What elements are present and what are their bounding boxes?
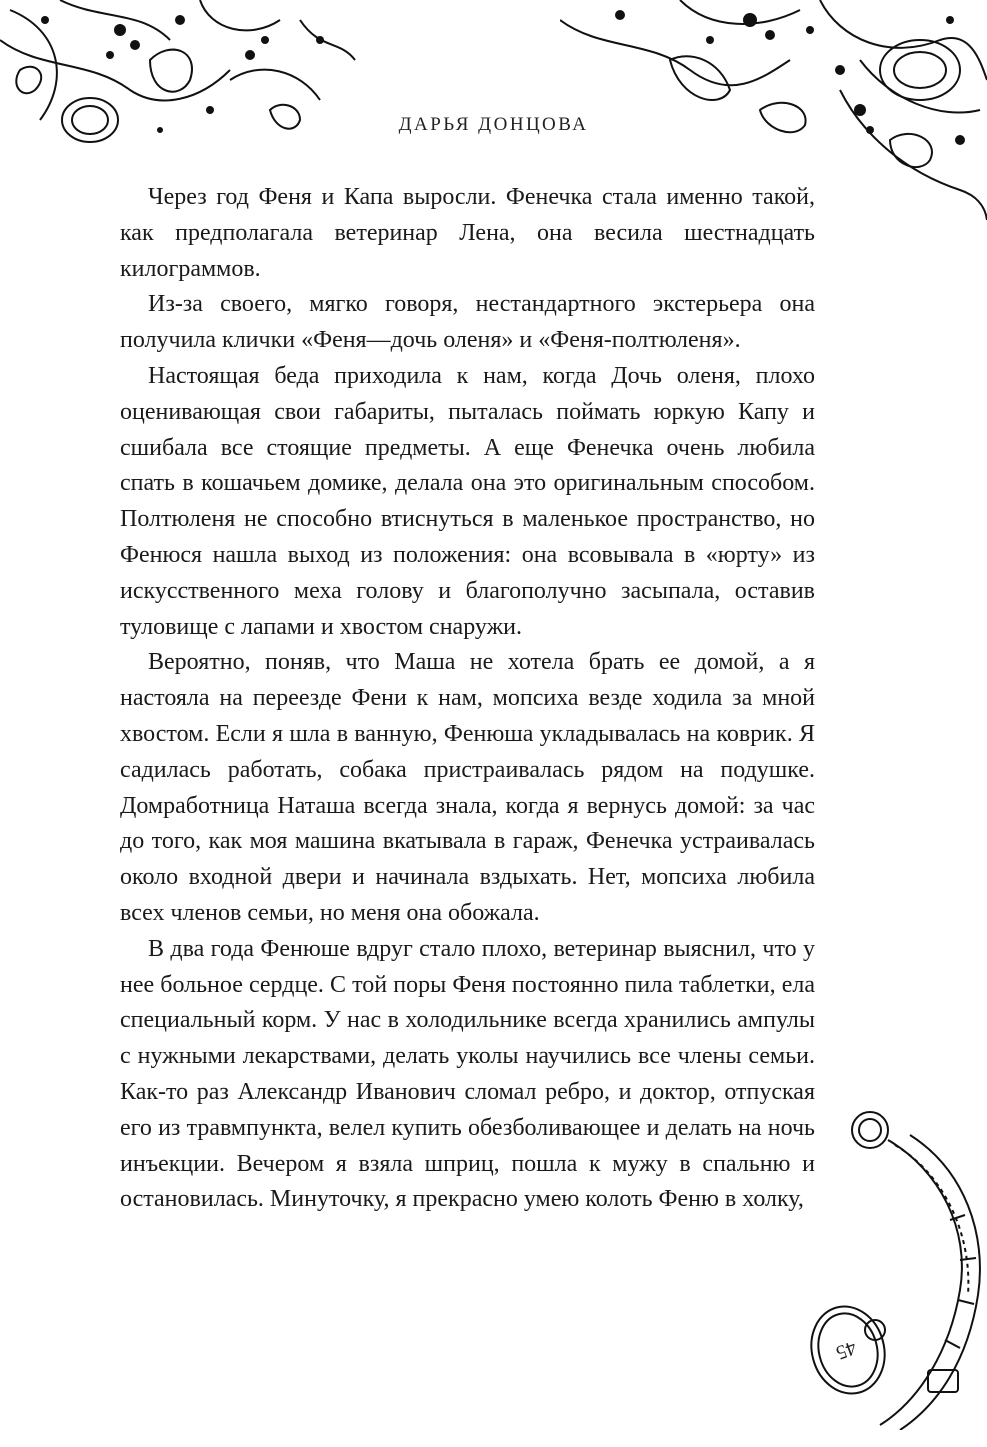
paragraph: В два года Фенюше вдруг стало плохо, ветеринар выяснил, что у нее больное сердце. С той поры Феня постоянно пила таблетки, ела специальный корм. У нас в холодильнике всегда хранились ампулы с нужными лекарствами, делать уколы научились все члены семьи. Как-то раз Александр Иванович сломал ребро, и доктор, отпуская его из травмпункта, велел купить обезболивающее и делать на ночь инъекции. Вечером я взяла шприц, пошла к мужу в спальню и остановилась. Минуточку, я прекрасно умею колоть Феню в холку, — [120, 935, 815, 1213]
paragraph: Из-за своего, мягко говоря, нестандартного экстерьера она получила клички «Феня—дочь оленя» и «Феня-полтюленя». — [120, 291, 815, 354]
dog-collar-tag-icon — [800, 1100, 987, 1430]
paragraph: Вероятно, поняв, что Маша не хотела брать ее домой, а я настояла на переезде Фени к нам, мопсиха везде ходила за мной хвостом. Если я шла в ванную, Фенюша укладывалась на коврик. Я садилась работать, собака пристраивалась рядом на подушке. Домработница Наташа всегда знала, когда я вернусь домой: за час до того, как моя машина вкатывала в гараж, Фенечка устраивалась около входной двери и начинала вздыхать. Нет, мопсиха любила всех членов семьи, но меня она обожала. — [120, 649, 815, 926]
paisley-ornament-top-left-icon — [0, 0, 360, 160]
paragraph: Через год Феня и Капа выросли. Фенечка стала именно такой, как предполагала ветеринар Лена, она весила шестнадцать килограммов. — [120, 184, 815, 282]
paragraph: Настоящая беда приходила к нам, когда Дочь оленя, плохо оценивающая свои габариты, пыталась поймать юркую Капу и сшибала все стоящие предметы. А еще Фенечка очень любила спать в кошачьем домике, делала она это оригинальным способом. Полтюленя не способно втиснуться в маленькое пространство, но Фенюся нашла выход из положения: она всовывала в «юрту» из искусственного меха голову и благополучно засыпала, оставив туловище с лапами и хвостом снаружи. — [120, 362, 815, 640]
page-body — [120, 180, 815, 1218]
page-number: 45 — [833, 1336, 860, 1364]
running-header-author: ДАРЬЯ ДОНЦОВА — [398, 114, 589, 135]
